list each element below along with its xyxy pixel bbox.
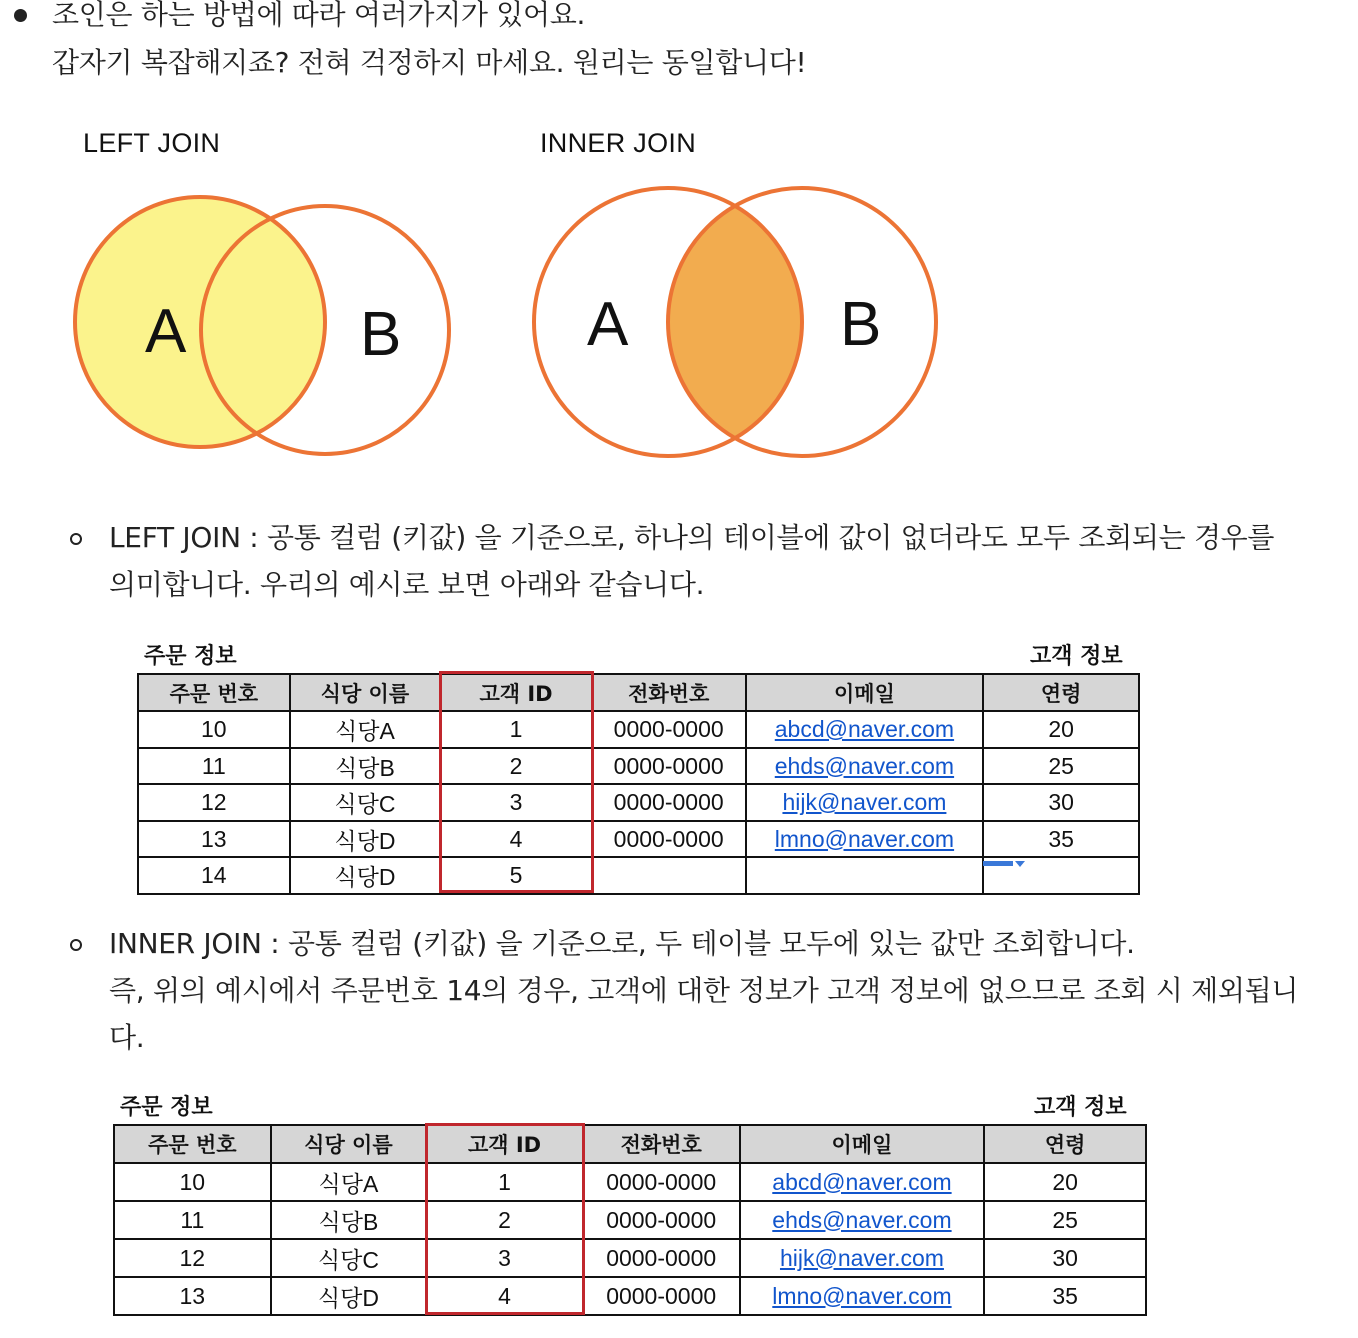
phone-cell: 0000-0000: [583, 1239, 740, 1277]
phone-cell: 0000-0000: [592, 711, 746, 748]
left-join-label-b: B: [360, 300, 402, 369]
header-age: 연령: [984, 1125, 1146, 1163]
restaurant-cell: 식당D: [271, 1277, 427, 1315]
inner-join-desc-line-3: 다.: [109, 1021, 145, 1054]
customer-id-cell: 1: [426, 1163, 583, 1201]
order-no-cell: 12: [114, 1239, 271, 1277]
sub-bullet-left-join: [70, 533, 82, 545]
table1-caption-customers: 고객 정보: [1030, 644, 1123, 669]
phone-cell: 0000-0000: [583, 1163, 740, 1201]
email-cell: [740, 1277, 985, 1315]
email-link[interactable]: abcd@naver.com: [774, 716, 955, 742]
header-email: 이메일: [740, 1125, 985, 1163]
table-header-row: [114, 1125, 1146, 1163]
table-row: [138, 711, 1139, 748]
order-no-cell: 11: [114, 1201, 271, 1239]
email-cell: [740, 1239, 985, 1277]
phone-cell: 0000-0000: [583, 1201, 740, 1239]
email-link[interactable]: hijk@naver.com: [782, 789, 947, 815]
order-no-cell: 10: [114, 1163, 271, 1201]
email-cell: [746, 711, 984, 748]
age-cell: 20: [983, 711, 1139, 748]
header-phone: 전화번호: [583, 1125, 740, 1163]
inner-join-desc-line-2: 즉, 위의 예시에서 주문번호 14의 경우, 고객에 대한 정보가 고객 정보에 없으므로 조회 시 제외됩니: [109, 974, 1299, 1007]
table-row: [114, 1239, 1146, 1277]
age-cell: 25: [984, 1201, 1146, 1239]
inner-join-title: INNER JOIN: [540, 128, 697, 158]
table-row: [138, 821, 1139, 857]
intro-line-2: 갑자기 복잡해지죠? 전혀 걱정하지 마세요. 원리는 동일합니다!: [52, 46, 807, 79]
email-cell: [746, 857, 984, 894]
email-cell: [746, 784, 984, 821]
table-row: [138, 748, 1139, 784]
customer-id-cell: 2: [440, 748, 592, 784]
intro-line-1: 조인은 하는 방법에 따라 여러가지가 있어요.: [52, 0, 586, 31]
phone-cell: 0000-0000: [583, 1277, 740, 1315]
table-row: [138, 784, 1139, 821]
header-customer-id: 고객 ID: [440, 674, 592, 711]
order-no-cell: 13: [114, 1277, 271, 1315]
age-cell: 35: [983, 821, 1139, 857]
age-cell: 35: [984, 1277, 1146, 1315]
phone-cell: 0000-0000: [592, 821, 746, 857]
customer-id-cell: 2: [426, 1201, 583, 1239]
age-cell: 20: [984, 1163, 1146, 1201]
header-restaurant: 식당 이름: [290, 674, 441, 711]
restaurant-cell: 식당B: [290, 748, 441, 784]
restaurant-cell: 식당A: [290, 711, 441, 748]
customer-id-cell: 3: [426, 1239, 583, 1277]
customer-id-cell: 5: [440, 857, 592, 894]
restaurant-cell: 식당A: [271, 1163, 427, 1201]
inner-join-label-a: A: [587, 290, 629, 359]
order-no-cell: 10: [138, 711, 290, 748]
inner-join-table: [113, 1124, 1147, 1316]
table2-caption-customers: 고객 정보: [1034, 1095, 1127, 1120]
email-cell: [746, 748, 984, 784]
email-link[interactable]: hijk@naver.com: [779, 1244, 944, 1271]
table2-caption-orders: 주문 정보: [120, 1095, 213, 1120]
email-link[interactable]: ehds@naver.com: [772, 1206, 952, 1233]
left-join-desc-line-1: LEFT JOIN : 공통 컬럼 (키값) 을 기준으로, 하나의 테이블에 값이 없더라도 모두 조회되는 경우를: [109, 521, 1275, 554]
order-no-cell: 14: [138, 857, 290, 894]
email-cell: [740, 1163, 985, 1201]
customer-id-cell: 3: [440, 784, 592, 821]
table-row: [114, 1201, 1146, 1239]
table1-caption-orders: 주문 정보: [144, 644, 237, 669]
age-cell: 30: [984, 1239, 1146, 1277]
restaurant-cell: 식당B: [271, 1201, 427, 1239]
customer-id-cell: 4: [426, 1277, 583, 1315]
email-cell: [746, 821, 984, 857]
header-order-no: 주문 번호: [114, 1125, 271, 1163]
header-order-no: 주문 번호: [138, 674, 290, 711]
phone-cell: 0000-0000: [592, 784, 746, 821]
table-header-row: [138, 674, 1139, 711]
email-link[interactable]: ehds@naver.com: [774, 752, 955, 779]
order-no-cell: 13: [138, 821, 290, 857]
inner-join-desc-line-1: INNER JOIN : 공통 컬럼 (키값) 을 기준으로, 두 테이블 모두에 있는 값만 조회합니다.: [109, 927, 1135, 960]
phone-cell: 0000-0000: [592, 748, 746, 784]
age-cell: 25: [983, 748, 1139, 784]
bullet-dot: [14, 9, 27, 22]
phone-cell: [592, 857, 746, 894]
email-link[interactable]: lmno@naver.com: [774, 825, 955, 852]
email-cell: [740, 1201, 985, 1239]
inner-join-venn: [520, 175, 950, 475]
header-customer-id: 고객 ID: [426, 1125, 583, 1163]
table-row: [114, 1163, 1146, 1201]
header-email: 이메일: [746, 674, 984, 711]
sub-bullet-inner-join: [70, 939, 82, 951]
header-age: 연령: [983, 674, 1139, 711]
order-no-cell: 11: [138, 748, 290, 784]
age-cell: 30: [983, 784, 1139, 821]
selection-dropdown-icon[interactable]: [1015, 861, 1025, 867]
restaurant-cell: 식당C: [271, 1239, 427, 1277]
table-row: [114, 1277, 1146, 1315]
header-phone: 전화번호: [592, 674, 746, 711]
email-link[interactable]: lmno@naver.com: [772, 1282, 952, 1309]
selection-handle[interactable]: [983, 861, 1013, 866]
restaurant-cell: 식당D: [290, 821, 441, 857]
left-join-venn: [60, 180, 470, 480]
left-join-title: LEFT JOIN: [83, 128, 221, 158]
left-join-label-a: A: [145, 297, 187, 366]
inner-join-label-b: B: [840, 290, 882, 359]
restaurant-cell: 식당C: [290, 784, 441, 821]
email-link[interactable]: abcd@naver.com: [772, 1168, 952, 1195]
left-join-desc-line-2: 의미합니다. 우리의 예시로 보면 아래와 같습니다.: [109, 568, 705, 601]
customer-id-cell: 4: [440, 821, 592, 857]
customer-id-cell: 1: [440, 711, 592, 748]
header-restaurant: 식당 이름: [271, 1125, 427, 1163]
order-no-cell: 12: [138, 784, 290, 821]
restaurant-cell: 식당D: [290, 857, 441, 894]
